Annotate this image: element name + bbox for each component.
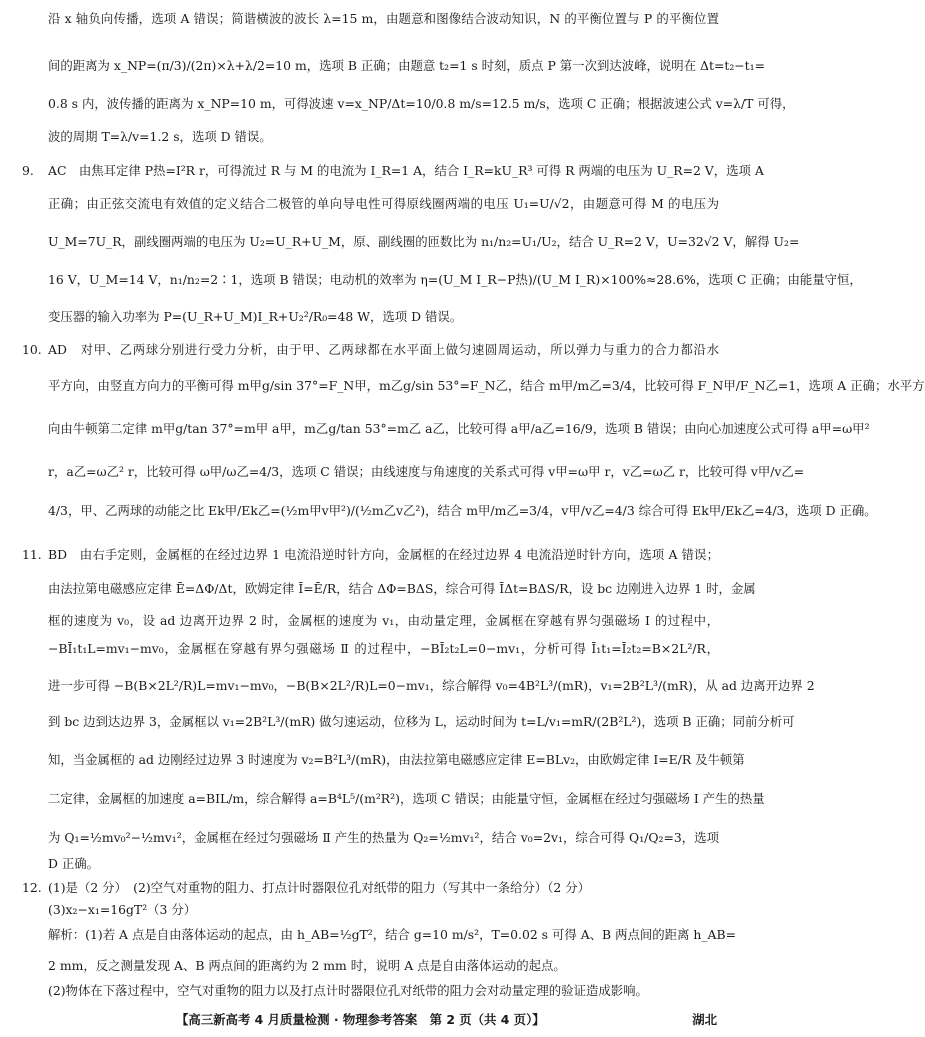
question-number: 10.	[22, 342, 42, 357]
text-line: r，a乙=ω乙² r，比较可得 ω甲/ω乙=4/3，选项 C 错误；由线速度与角速度的关系式可得 v甲=ω甲 r，v乙=ω乙 r，比较可得 v甲/v乙=	[48, 464, 805, 479]
text-line: (3)x₂−x₁=16gT²（3 分）	[48, 902, 197, 917]
question-number: 12.	[22, 880, 42, 895]
text-line: BD 由右手定则，金属框的在经过边界 1 电流沿逆时针方向，金属框的在经过边界 4 电流沿逆时针方向，选项 A 错误；	[48, 547, 719, 562]
text-line: AC 由焦耳定律 P热=I²R r，可得流过 R 与 M 的电流为 I_R=1 A，结合 I_R=kU_R³ 可得 R 两端的电压为 U_R=2 V，选项 A	[48, 163, 764, 178]
text-line: 16 V，U_M=14 V，n₁/n₂=2∶1，选项 B 错误；电动机的效率为 η=(U_M I_R−P热)/(U_M I_R)×100%≈28.6%，选项 C 正确；由能量守恒，	[48, 272, 862, 287]
text-line: 间的距离为 x_NP=(π/3)/(2π)×λ+λ/2=10 m，选项 B 正确；由题意 t₂=1 s 时刻，质点 P 第一次到达波峰，说明在 Δt=t₂−t₁=	[48, 58, 765, 73]
text-line: D 正确。	[48, 856, 100, 871]
text-line: (2)物体在下落过程中，空气对重物的阻力以及打点计时器限位孔对纸带的阻力会对动量定理的验证造成影响。	[48, 983, 648, 998]
text-line: 解析：(1)若 A 点是自由落体运动的起点，由 h_AB=½gT²，结合 g=10 m/s²，T=0.02 s 可得 A、B 两点间的距离 h_AB=	[48, 927, 736, 942]
text-line: U_M=7U_R，副线圈两端的电压为 U₂=U_R+U_M，原、副线圈的匝数比为 n₁/n₂=U₁/U₂，结合 U_R=2 V，U=32√2 V，解得 U₂=	[48, 234, 800, 249]
question-number: 11.	[22, 547, 42, 562]
text-line: 二定律，金属框的加速度 a=BIL/m，综合解得 a=B⁴L⁵/(m²R²)，选项 C 错误；由能量守恒，金属框在经过匀强磁场 Ⅰ 产生的热量	[48, 791, 765, 806]
text-line: 0.8 s 内，波传播的距离为 x_NP=10 m，可得波速 v=x_NP/Δt=10/0.8 m/s=12.5 m/s，选项 C 正确；根据波速公式 v=λ/T 可得，	[48, 96, 795, 111]
text-line: 正确；由正弦交流电有效值的定义结合二极管的单向导电性可得原线圈两端的电压 U₁=U/√2，由题意可得 M 的电压为	[48, 196, 719, 211]
text-line: 平方向，由竖直方向力的平衡可得 m甲g/sin 37°=F_N甲，m乙g/sin 53°=F_N乙，结合 m甲/m乙=3/4，比较可得 F_N甲/F_N乙=1，选项 A 正确；水平方	[48, 378, 925, 393]
text-line: 4/3，甲、乙两球的动能之比 Ek甲/Ek乙=(½m甲v甲²)/(½m乙v乙²)，结合 m甲/m乙=3/4，v甲/v乙=4/3 综合可得 Ek甲/Ek乙=4/3，选项 D 正确。	[48, 503, 877, 518]
page-footer	[0, 1010, 739, 1030]
text-line: AD 对甲、乙两球分别进行受力分析，由于甲、乙两球都在水平面上做匀速圆周运动，所以弹力与重力的合力都沿水	[48, 342, 719, 357]
text-line: 框的速度为 v₀，设 ad 边离开边界 2 时，金属框的速度为 v₁，由动量定理，金属框在穿越有界匀强磁场 Ⅰ 的过程中，	[48, 613, 719, 628]
text-line: 变压器的输入功率为 P=(U_R+U_M)I_R+U₂²/R₀=48 W，选项 D 错误。	[48, 309, 463, 324]
question-number: 9.	[22, 163, 34, 178]
text-line: 到 bc 边到达边界 3，金属框以 v₁=2B²L³/(mR) 做匀速运动，位移为 L，运动时间为 t=L/v₁=mR/(2B²L²)，选项 B 正确；同前分析可	[48, 714, 795, 729]
text-line: 进一步可得 −B(B×2L²/R)L=mv₁−mv₀，−B(B×2L²/R)L=0−mv₁，综合解得 v₀=4B²L³/(mR)，v₁=2B²L³/(mR)，从 ad 边离开边界 2	[48, 678, 815, 693]
text-line: 波的周期 T=λ/v=1.2 s，选项 D 错误。	[48, 129, 272, 144]
text-line: 沿 x 轴负向传播，选项 A 错误；简谐横波的波长 λ=15 m，由题意和图像结合波动知识，N 的平衡位置与 P 的平衡位置	[48, 11, 719, 26]
footer-title: 【高三新高考 4 月质量检测 · 物理参考答案 第 2 页（共 4 页）】	[176, 1012, 545, 1027]
text-line: 2 mm，反之测量发现 A、B 两点间的距离约为 2 mm 时，说明 A 点是自由落体运动的起点。	[48, 958, 566, 973]
text-line: 由法拉第电磁感应定律 Ē=ΔΦ/Δt，欧姆定律 Ī=Ē/R，结合 ΔΦ=BΔS，综合可得 ĪΔt=BΔS/R，设 bc 边刚进入边界 1 时，金属	[48, 581, 756, 596]
text-line: 为 Q₁=½mv₀²−½mv₁²，金属框在经过匀强磁场 Ⅱ 产生的热量为 Q₂=½mv₁²，结合 v₀=2v₁，综合可得 Q₁/Q₂=3，选项	[48, 830, 719, 845]
text-line: (1)是（2 分） (2)空气对重物的阻力、打点计时器限位孔对纸带的阻力（写其中一条给分）（2 分）	[48, 880, 590, 895]
footer-region: 湖北	[692, 1012, 717, 1027]
text-line: 向由牛顿第二定律 m甲g/tan 37°=m甲 a甲，m乙g/tan 53°=m乙 a乙，比较可得 a甲/a乙=16/9，选项 B 错误；由向心加速度公式可得 a甲=ω甲²	[48, 421, 870, 436]
text-line: −BĪ₁t₁L=mv₁−mv₀，金属框在穿越有界匀强磁场 Ⅱ 的过程中，−BĪ₂t₂L=0−mv₁，分析可得 Ī₁t₁=Ī₂t₂=B×2L²/R，	[48, 641, 719, 656]
text-line: 知，当金属框的 ad 边刚经过边界 3 时速度为 v₂=B²L³/(mR)，由法拉第电磁感应定律 E=BLv₂，由欧姆定律 I=E/R 及牛顿第	[48, 752, 745, 767]
